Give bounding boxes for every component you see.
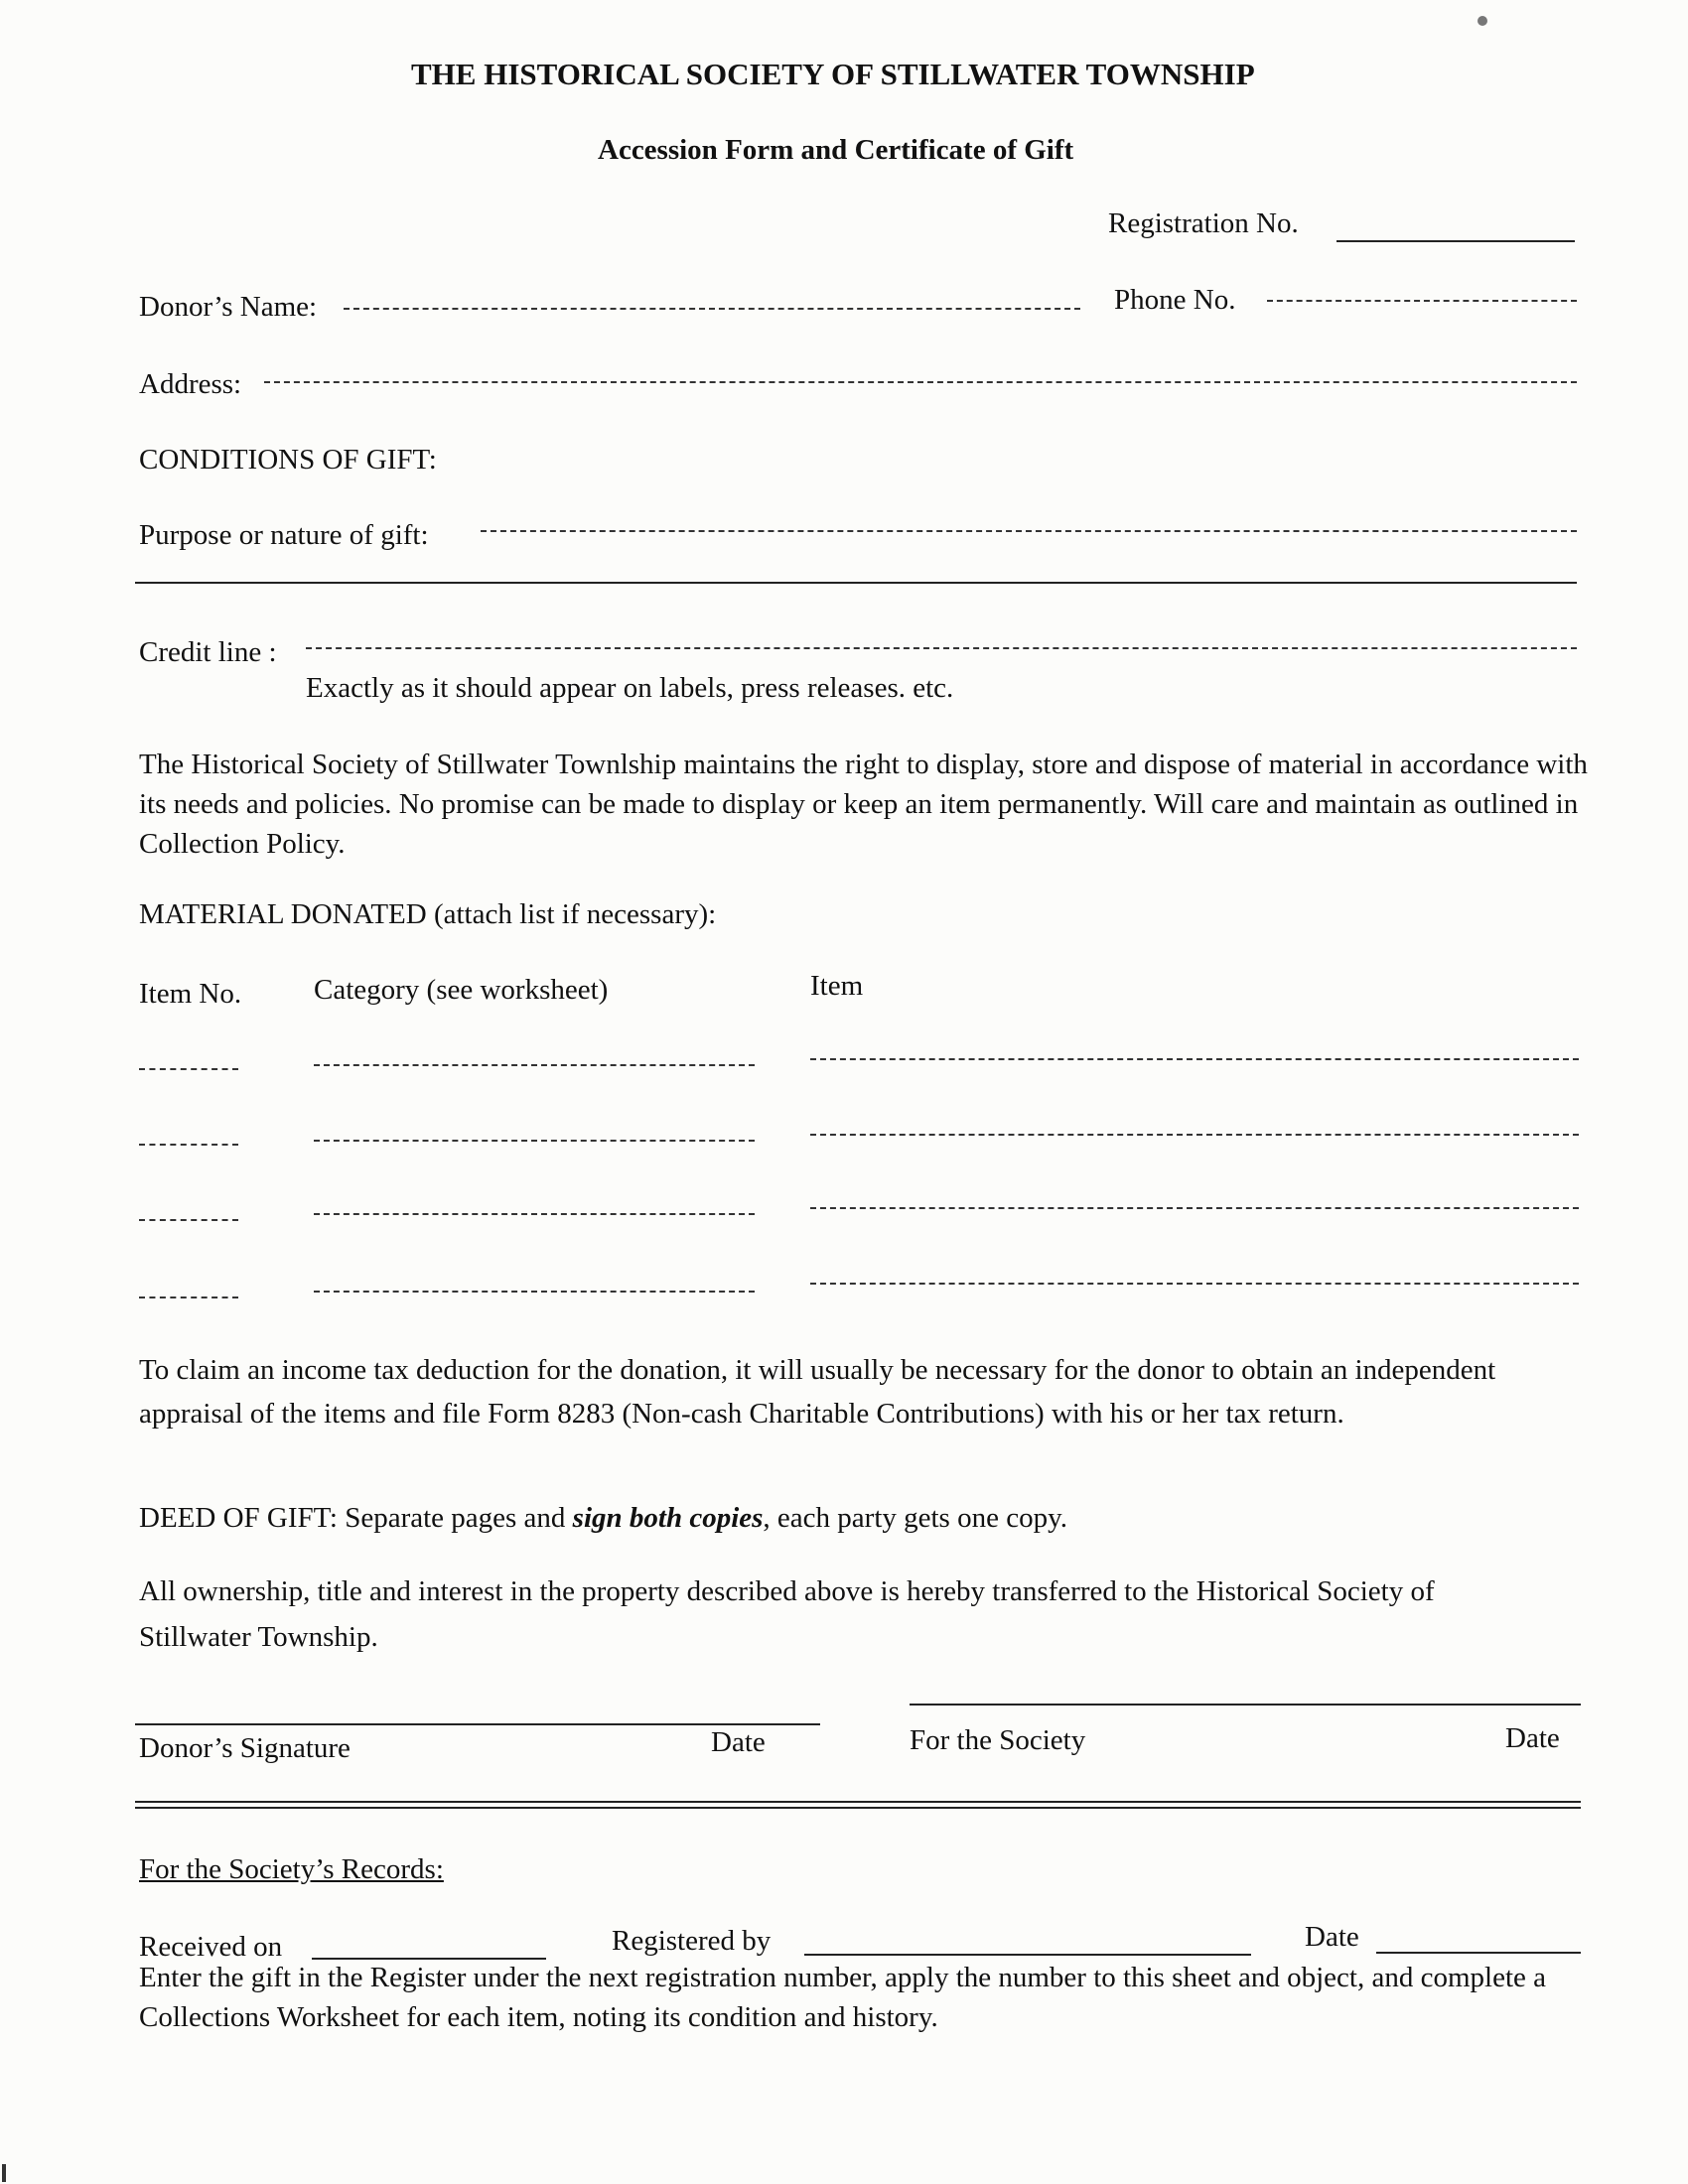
category-field-3[interactable] — [314, 1213, 755, 1215]
form-title: THE HISTORICAL SOCIETY OF STILLWATER TOWNSHIP — [411, 57, 1255, 91]
purpose-field-line2[interactable] — [135, 582, 1577, 584]
tax-paragraph: To claim an income tax deduction for the donation, it will usually be necessary for the donor to obtain an independent appraisal of the items and file Form 8283 (Non-cash Charitable Contributions) with his or her tax return. — [139, 1354, 1496, 1430]
purpose-field[interactable] — [481, 530, 1577, 532]
policy-paragraph: The Historical Society of Stillwater Townlship maintains the right to display, store and dispose of material in accordance with its needs and policies. No promise can be made to display or keep an item permanently. Will care and maintain as outlined in Collection Policy. — [139, 749, 1588, 860]
credit-line-note: Exactly as it should appear on labels, press releases. etc. — [306, 672, 954, 704]
for-society-label: For the Society — [910, 1724, 1086, 1756]
item-no-field-3[interactable] — [139, 1219, 238, 1221]
registered-by-label: Registered by — [612, 1925, 772, 1957]
purpose-label: Purpose or nature of gift: — [139, 519, 429, 551]
item-no-field-1[interactable] — [139, 1068, 238, 1070]
transfer-paragraph: All ownership, title and interest in the property described above is hereby transferred to the Historical Society of Stillwater Township. — [139, 1575, 1435, 1653]
item-field-2[interactable] — [810, 1134, 1579, 1136]
registered-by-field[interactable] — [804, 1954, 1251, 1956]
records-instructions: Enter the gift in the Register under the next registration number, apply the number to this sheet and object, and complete a Collections Worksheet for each item, noting its condition and history. — [139, 1962, 1547, 2033]
form-subtitle: Accession Form and Certificate of Gift — [598, 134, 1074, 166]
phone-field[interactable] — [1267, 300, 1577, 302]
deed-prefix: DEED OF GIFT: Separate pages and — [139, 1502, 573, 1534]
item-field-4[interactable] — [810, 1283, 1579, 1285]
section-divider — [135, 1801, 1581, 1809]
conditions-heading: CONDITIONS OF GIFT: — [139, 444, 437, 476]
column-item: Item — [810, 970, 864, 1002]
phone-label: Phone No. — [1114, 284, 1236, 316]
scan-speck — [1477, 16, 1487, 26]
column-item-no: Item No. — [139, 978, 242, 1010]
records-date-field[interactable] — [1376, 1952, 1581, 1954]
society-date-label: Date — [1505, 1722, 1560, 1754]
category-field-2[interactable] — [314, 1140, 755, 1142]
records-heading: For the Society’s Records: — [139, 1853, 444, 1885]
received-on-label: Received on — [139, 1931, 283, 1963]
credit-line-field[interactable] — [306, 647, 1577, 649]
records-date-label: Date — [1305, 1921, 1359, 1953]
address-field[interactable] — [264, 381, 1577, 383]
column-category: Category (see worksheet) — [314, 974, 609, 1006]
scan-edge-mark — [2, 2164, 6, 2182]
deed-emphasis: sign both copies — [572, 1502, 764, 1534]
donor-name-field[interactable] — [344, 308, 1080, 310]
item-field-1[interactable] — [810, 1058, 1579, 1060]
item-field-3[interactable] — [810, 1207, 1579, 1209]
category-field-4[interactable] — [314, 1291, 755, 1293]
deed-suffix: , each party gets one copy. — [763, 1502, 1067, 1534]
society-signature-line[interactable] — [910, 1704, 1581, 1706]
donor-name-label: Donor’s Name: — [139, 291, 318, 323]
material-heading: MATERIAL DONATED (attach list if necessary): — [139, 898, 717, 930]
registration-field[interactable] — [1336, 240, 1575, 242]
credit-line-label: Credit line : — [139, 636, 277, 668]
deed-of-gift — [139, 1501, 1067, 1536]
donor-date-label: Date — [711, 1726, 766, 1758]
item-no-field-2[interactable] — [139, 1144, 238, 1146]
category-field-1[interactable] — [314, 1064, 755, 1066]
registration-label: Registration No. — [1108, 207, 1299, 239]
item-no-field-4[interactable] — [139, 1297, 238, 1298]
address-label: Address: — [139, 368, 242, 400]
donor-signature-label: Donor’s Signature — [139, 1732, 351, 1764]
